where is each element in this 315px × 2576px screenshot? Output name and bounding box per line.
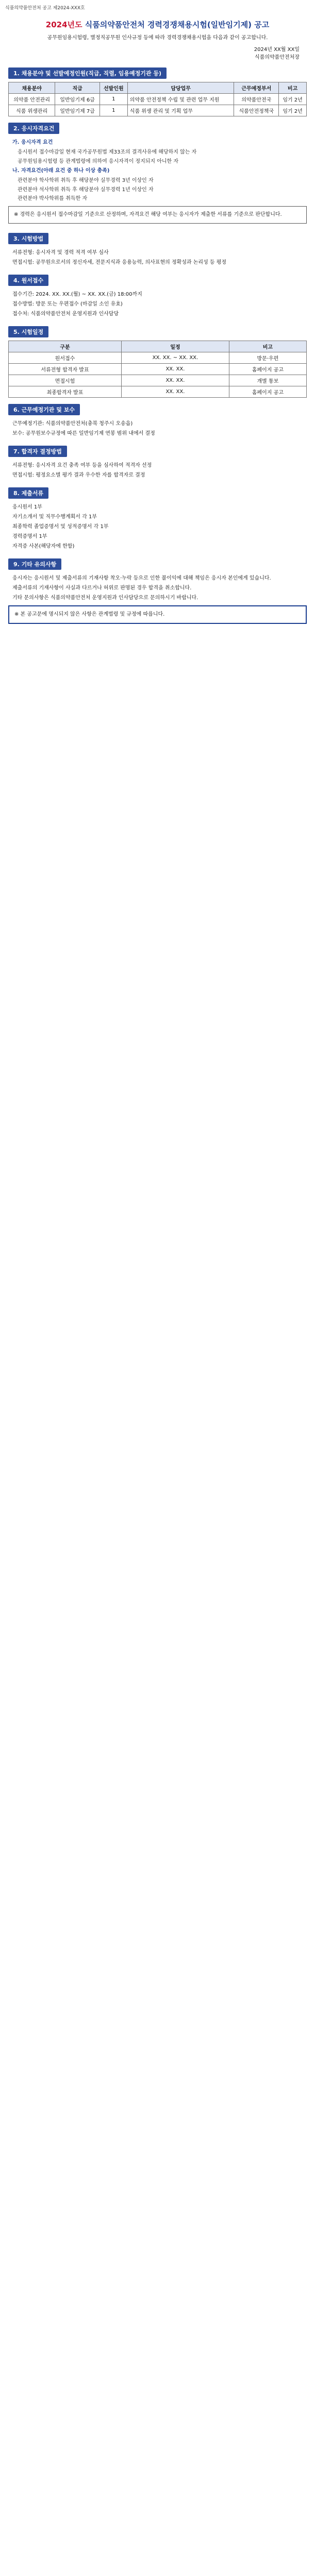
table-header-row	[9, 82, 307, 94]
cell: 의약품 안전관리	[9, 94, 55, 105]
s7-item: 서류전형: 응시자격 요건 충족 여부 등을 심사하여 적격자 선정	[12, 462, 152, 468]
issuer-name: 식품의약품안전처장	[255, 55, 300, 60]
cell: XX. XX.	[121, 363, 229, 375]
cell: 의약품안전국	[234, 94, 279, 105]
title-block	[0, 11, 315, 42]
issue-date: 2024년 XX월 XX일	[254, 47, 300, 53]
s8-item: 응시원서 1부	[12, 504, 42, 510]
table-row	[9, 94, 307, 105]
cell: 일반임기제 6급	[55, 94, 100, 105]
table-row	[9, 375, 307, 386]
s2-item: 관련분야 학사학위 취득 후 해당분야 실무경력 3년 이상인 자	[18, 178, 154, 183]
s6-item: 근무예정기관: 식품의약품안전처(충북 청주시 오송읍)	[12, 420, 133, 427]
s2-item: 공무원임용시험령 등 관계법령에 의하여 응시자격이 정지되지 아니한 자	[18, 158, 179, 164]
section-6-heading: 6. 근무예정기관 및 보수	[8, 404, 80, 415]
section-4-heading: 4. 원서접수	[8, 275, 48, 286]
s2-item: 응시원서 접수마감일 현재 국가공무원법 제33조의 결격사유에 해당하지 않는 자	[18, 149, 197, 155]
col-grade: 직급	[55, 82, 100, 94]
title-year: 2024년도	[45, 20, 82, 29]
cell: 1	[100, 94, 127, 105]
table-row	[9, 386, 307, 397]
cell: XX. XX.	[121, 386, 229, 397]
table-header-row	[9, 341, 307, 352]
s8-item: 경력증명서 1부	[12, 533, 47, 539]
s9-item: 기타 문의사항은 식품의약품안전처 운영지원과 인사담당으로 문의하시기 바랍니다.	[12, 595, 198, 601]
closing-note-box: ※ 본 공고문에 명시되지 않은 사항은 관계법령 및 규정에 따릅니다.	[8, 605, 307, 624]
s3-item: 서류전형: 응시자격 및 경력 적격 여부 심사	[12, 249, 109, 256]
s2-note-box: ※ 경력은 응시원서 접수마감일 기준으로 산정하며, 자격요건 해당 여부는 응시자가 제출한 서류를 기준으로 판단합니다.	[8, 206, 307, 224]
table-row	[9, 363, 307, 375]
s4-item: 접수처: 식품의약품안전처 운영지원과 인사담당	[12, 311, 119, 317]
cell: 원서접수	[9, 352, 122, 363]
col-remark: 비고	[229, 341, 306, 352]
table-row	[9, 352, 307, 363]
title-subtext: 공무원임용시험령, 별정직공무원 인사규정 등에 따라 경력경쟁채용시험을 다음과 같이 공고합니다.	[47, 35, 268, 41]
cell: 서류전형 합격자 발표	[9, 363, 122, 375]
col-count: 선발인원	[100, 82, 127, 94]
s7-item: 면접시험: 평정요소별 평가 결과 우수한 자를 합격자로 결정	[12, 472, 145, 478]
section-8-heading: 8. 제출서류	[8, 487, 48, 499]
cell: 식품 위생 관리 및 기획 업무	[127, 105, 234, 116]
col-dept: 근무예정부서	[234, 82, 279, 94]
cell: 1	[100, 105, 127, 116]
s6-item: 보수: 공무원보수규정에 따른 일반임기제 연봉 범위 내에서 결정	[12, 430, 155, 436]
s8-item: 자기소개서 및 직무수행계획서 각 1부	[12, 514, 97, 520]
section-2-heading: 2. 응시자격요건	[8, 123, 59, 134]
s9-item: 응시자는 응시원서 및 제출서류의 기재사항 착오·누락 등으로 인한 불이익에 대해 책임은 응시자 본인에게 있습니다.	[12, 575, 271, 581]
issuer-block	[0, 46, 315, 61]
cell: 임기 2년	[279, 105, 307, 116]
cell: 면접시험	[9, 375, 122, 386]
cell: 일반임기제 7급	[55, 105, 100, 116]
cell: 개별 통보	[229, 375, 306, 386]
s8-item: 자격증 사본(해당자에 한함)	[12, 543, 75, 549]
s2-item: 관련분야 석사학위 취득 후 해당분야 실무경력 1년 이상인 자	[18, 187, 154, 193]
col-field: 채용분야	[9, 82, 55, 94]
top-note: 식품의약품안전처 공고 제2024-XXX호	[5, 6, 85, 11]
section-3-heading: 3. 시험방법	[8, 233, 48, 244]
table-row	[9, 105, 307, 116]
col-note: 비고	[279, 82, 307, 94]
cell: XX. XX. ~ XX. XX.	[121, 352, 229, 363]
col-duty: 담당업무	[127, 82, 234, 94]
recruit-table	[8, 82, 307, 116]
cell: XX. XX.	[121, 375, 229, 386]
col-date: 일정	[121, 341, 229, 352]
s3-item: 면접시험: 공무원으로서의 정신자세, 전문지식과 응용능력, 의사표현의 정확성과 논리성 등 평정	[12, 259, 227, 265]
cell: 의약품 안전정책 수립 및 관련 업무 지원	[127, 94, 234, 105]
cell: 홈페이지 공고	[229, 363, 306, 375]
s4-item: 접수기간: 2024. XX. XX.(월) ~ XX. XX.(금) 18:00까지	[12, 291, 142, 297]
cell: 방문·우편	[229, 352, 306, 363]
title-main: 식품의약품안전처 경력경쟁채용시험(일반임기제) 공고	[85, 20, 270, 29]
section-5-heading: 5. 시험일정	[8, 326, 48, 337]
s9-item: 제출서류의 기재사항이 사실과 다르거나 허위로 판명된 경우 합격을 취소합니다.	[12, 585, 192, 591]
cell: 식품안전정책국	[234, 105, 279, 116]
cell: 식품 위생관리	[9, 105, 55, 116]
cell: 최종합격자 발표	[9, 386, 122, 397]
col-stage: 구분	[9, 341, 122, 352]
s2-item: 관련분야 박사학위를 취득한 자	[18, 196, 88, 201]
section-1-heading: 1. 채용분야 및 선발예정인원(직급, 직렬, 임용예정기관 등)	[8, 67, 167, 79]
page-title	[5, 19, 310, 30]
schedule-table	[8, 341, 307, 398]
s8-item: 최종학력 졸업증명서 및 성적증명서 각 1부	[12, 523, 109, 530]
section-7-heading: 7. 합격자 결정방법	[8, 446, 67, 457]
cell: 임기 2년	[279, 94, 307, 105]
cell: 홈페이지 공고	[229, 386, 306, 397]
section-9-heading: 9. 기타 유의사항	[8, 558, 61, 570]
s2-item: 가. 응시자격 요건	[12, 140, 53, 145]
s2-item: 나. 자격요건(아래 요건 중 하나 이상 충족)	[12, 168, 110, 174]
s4-item: 접수방법: 방문 또는 우편접수 (마감일 소인 유효)	[12, 301, 123, 307]
